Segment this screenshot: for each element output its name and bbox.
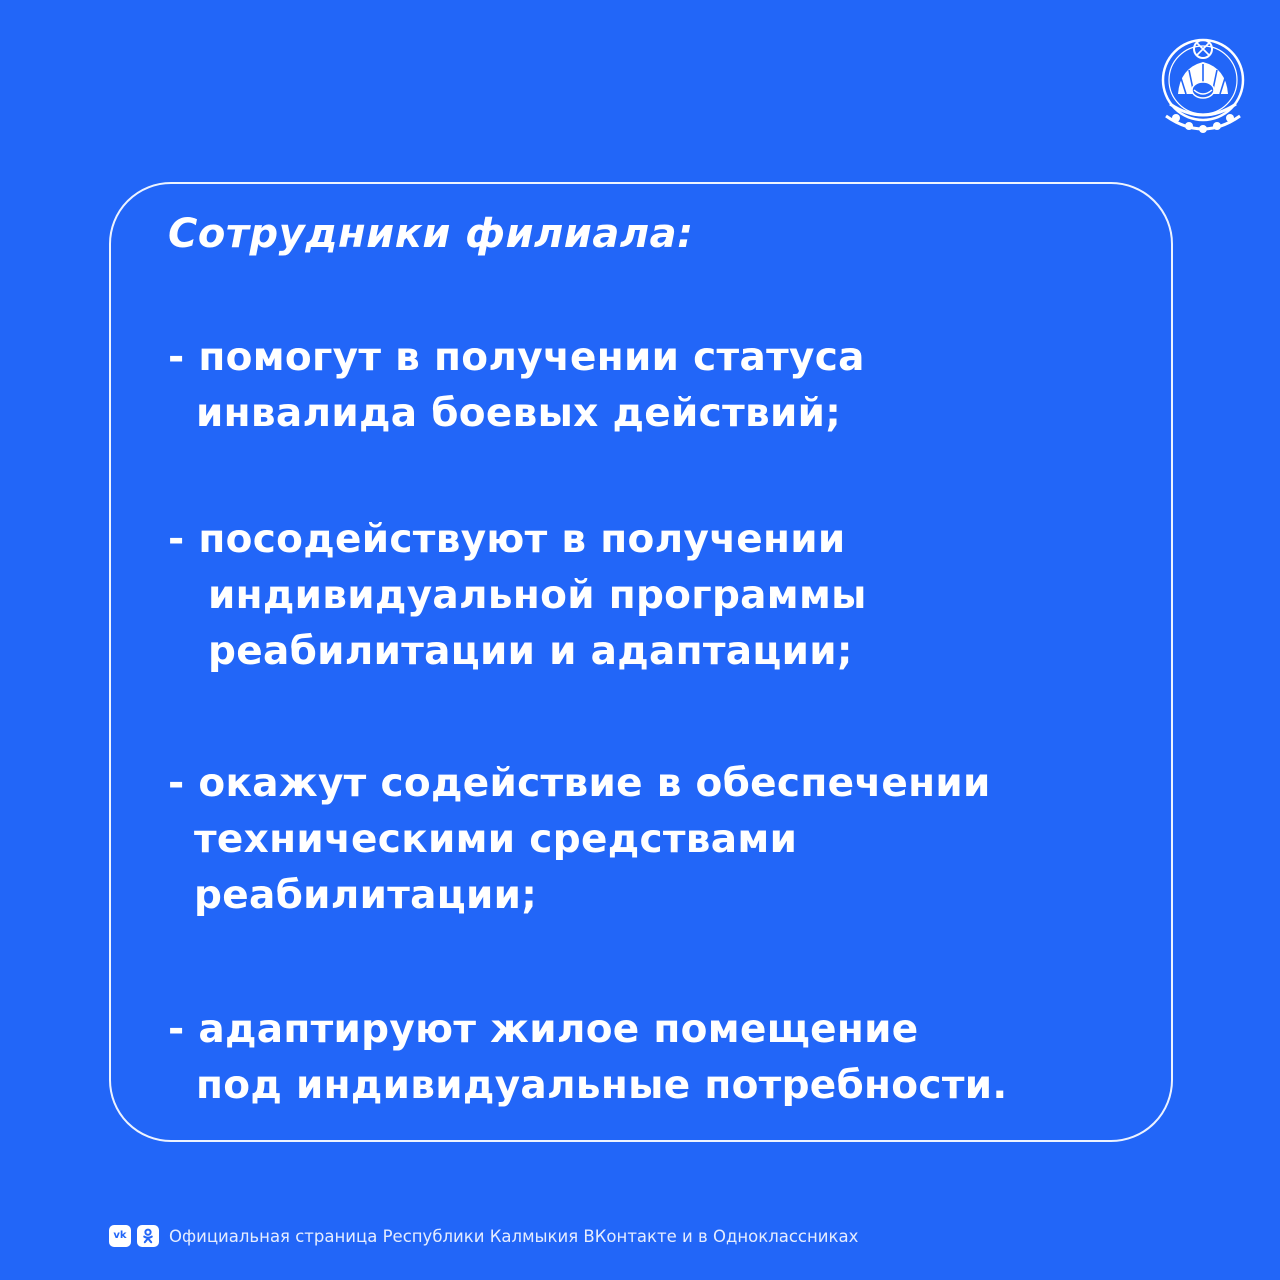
list-item-line: - адаптируют жилое помещение (168, 1007, 919, 1052)
list-item-line: под индивидуальные потребности. (196, 1063, 1008, 1108)
list-item-line: реабилитации и адаптации; (208, 629, 853, 674)
list-item-line: - посодействуют в получении (168, 517, 846, 562)
card-heading: Сотрудники филиала: (168, 211, 694, 257)
vk-icon-label: vk (113, 1230, 127, 1241)
list-item (168, 512, 867, 680)
footer (109, 1224, 858, 1248)
list-item-line: инвалида боевых действий; (196, 391, 842, 436)
list-item (168, 1002, 1007, 1114)
kalmykia-emblem (1156, 34, 1250, 140)
list-item-line: реабилитации; (194, 873, 538, 918)
list-item-line: - помогут в получении статуса (168, 335, 865, 380)
list-item-line: индивидуальной программы (208, 573, 867, 618)
vk-icon[interactable] (109, 1225, 131, 1247)
list-item-line: - окажут содействие в обеспечении (168, 761, 991, 806)
list-item (168, 330, 865, 442)
list-item-line: техническими средствами (194, 817, 798, 862)
list-item (168, 756, 991, 924)
odnoklassniki-icon[interactable] (137, 1225, 159, 1247)
footer-caption: Официальная страница Республики Калмыкия ВКонтакте и в Одноклассниках (169, 1226, 859, 1246)
